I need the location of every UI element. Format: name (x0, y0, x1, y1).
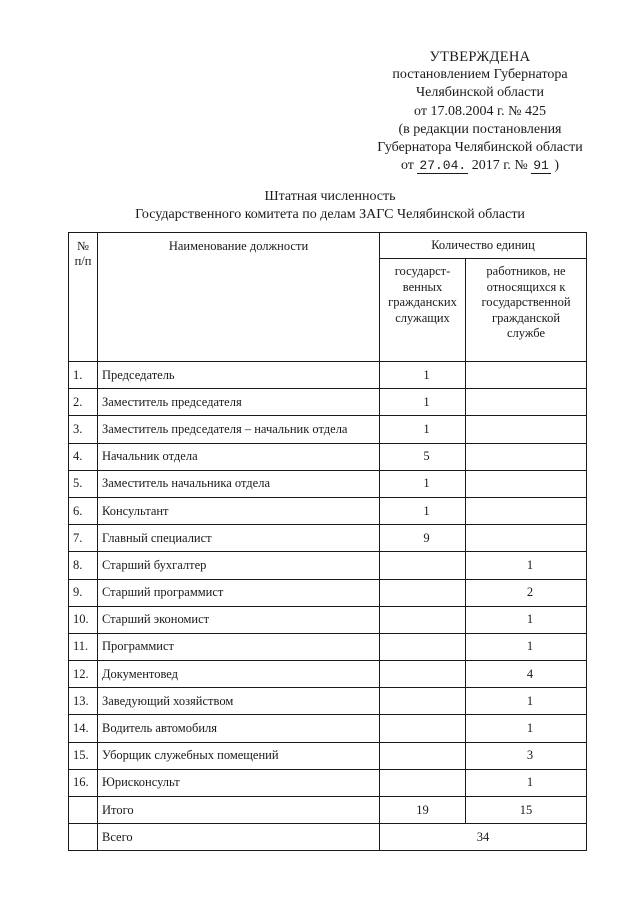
row-position: Заместитель председателя – начальник отдела (98, 416, 380, 443)
row-position: Консультант (98, 497, 380, 524)
row-civil-count: 9 (380, 525, 466, 552)
header-number-sign: № (77, 239, 89, 253)
row-position: Заместитель председателя (98, 389, 380, 416)
approval-line-5: Губернатора Челябинской области (377, 140, 583, 156)
row-number: 12. (69, 661, 98, 688)
grand-label: Всего (98, 824, 380, 851)
grand-num (69, 824, 98, 851)
row-other-count: 1 (466, 633, 587, 660)
header-number-pp: п/п (74, 254, 92, 268)
table-row (69, 633, 587, 660)
row-position: Программист (98, 633, 380, 660)
row-number: 10. (69, 606, 98, 633)
row-other-count (466, 389, 587, 416)
header-position: Наименование должности (98, 233, 380, 362)
approval-line-4: (в редакции постановления (398, 121, 562, 137)
row-position: Председатель (98, 362, 380, 389)
row-number: 2. (69, 389, 98, 416)
row-position: Старший программист (98, 579, 380, 606)
row-civil-count (380, 715, 466, 742)
row-other-count: 4 (466, 661, 587, 688)
total-num (69, 797, 98, 824)
document-title (80, 188, 580, 224)
row-civil-count: 1 (380, 497, 466, 524)
table-row (69, 470, 587, 497)
row-position: Старший бухгалтер (98, 552, 380, 579)
row-other-count: 1 (466, 688, 587, 715)
row-position: Начальник отдела (98, 443, 380, 470)
row-civil-count (380, 552, 466, 579)
row-number: 14. (69, 715, 98, 742)
row-other-count: 2 (466, 579, 587, 606)
row-position: Заведующий хозяйством (98, 688, 380, 715)
approval-block (340, 48, 620, 175)
header-other-text: работников, не относящихся к государственной гражданской службе (481, 264, 571, 340)
table-row (69, 769, 587, 796)
row-number: 15. (69, 742, 98, 769)
table-row (69, 525, 587, 552)
header-other-workers (466, 259, 587, 362)
row-civil-count (380, 742, 466, 769)
row-other-count: 1 (466, 606, 587, 633)
row-other-count: 1 (466, 552, 587, 579)
row-number: 5. (69, 470, 98, 497)
table-row (69, 552, 587, 579)
row-position: Водитель автомобиля (98, 715, 380, 742)
row-other-count: 3 (466, 742, 587, 769)
row-position: Уборщик служебных помещений (98, 742, 380, 769)
row-position: Старший экономист (98, 606, 380, 633)
staff-rows (69, 362, 587, 797)
grand-value: 34 (380, 824, 587, 851)
row-other-count: 1 (466, 769, 587, 796)
row-civil-count (380, 661, 466, 688)
approval-line-1: постановлением Губернатора (392, 67, 568, 83)
title-line-1: Штатная численность (264, 189, 396, 204)
date-suffix: ) (554, 158, 560, 174)
approval-date-line (340, 157, 620, 175)
header-civil-text: государст- венных гражданских служащих (388, 264, 457, 325)
row-number: 3. (69, 416, 98, 443)
table-row (69, 715, 587, 742)
title-line-2: Государственного комитета по делам ЗАГС Челябинской области (135, 207, 525, 222)
row-other-count (466, 525, 587, 552)
row-civil-count: 1 (380, 389, 466, 416)
row-number: 1. (69, 362, 98, 389)
row-other-count (466, 416, 587, 443)
row-number: 4. (69, 443, 98, 470)
date-year: 2017 г. № (471, 158, 528, 174)
row-civil-count (380, 769, 466, 796)
row-civil-count (380, 579, 466, 606)
row-civil-count: 1 (380, 362, 466, 389)
table-row (69, 661, 587, 688)
table-row (69, 688, 587, 715)
date-value: 27.04. (419, 158, 467, 174)
date-prefix: от (400, 158, 414, 174)
row-number: 13. (69, 688, 98, 715)
staff-table (68, 232, 587, 851)
row-other-count (466, 362, 587, 389)
row-civil-count: 1 (380, 416, 466, 443)
row-other-count (466, 443, 587, 470)
table-row (69, 362, 587, 389)
grand-total-row (69, 824, 587, 851)
header-number (69, 233, 98, 362)
row-number: 9. (69, 579, 98, 606)
row-position: Документовед (98, 661, 380, 688)
row-position: Юрисконсульт (98, 769, 380, 796)
table-row (69, 497, 587, 524)
table-row (69, 742, 587, 769)
table-row (69, 416, 587, 443)
table-row (69, 579, 587, 606)
row-position: Заместитель начальника отдела (98, 470, 380, 497)
approval-heading: УТВЕРЖДЕНА (429, 49, 531, 65)
approval-line-2: Челябинской области (416, 85, 544, 101)
row-civil-count (380, 633, 466, 660)
total-label: Итого (98, 797, 380, 824)
row-other-count (466, 497, 587, 524)
row-number: 7. (69, 525, 98, 552)
row-number: 16. (69, 769, 98, 796)
total-row (69, 797, 587, 824)
number-value: 91 (533, 158, 549, 174)
row-other-count: 1 (466, 715, 587, 742)
header-civil-servants (380, 259, 466, 362)
row-number: 6. (69, 497, 98, 524)
row-other-count (466, 470, 587, 497)
table-row (69, 606, 587, 633)
approval-line-3: от 17.08.2004 г. № 425 (414, 103, 546, 119)
total-civil: 19 (380, 797, 466, 824)
total-other: 15 (466, 797, 587, 824)
row-civil-count (380, 688, 466, 715)
header-quantity: Количество единиц (380, 233, 587, 259)
row-number: 11. (69, 633, 98, 660)
row-number: 8. (69, 552, 98, 579)
table-row (69, 389, 587, 416)
table-row (69, 443, 587, 470)
row-civil-count: 1 (380, 470, 466, 497)
row-civil-count: 5 (380, 443, 466, 470)
row-position: Главный специалист (98, 525, 380, 552)
row-civil-count (380, 606, 466, 633)
